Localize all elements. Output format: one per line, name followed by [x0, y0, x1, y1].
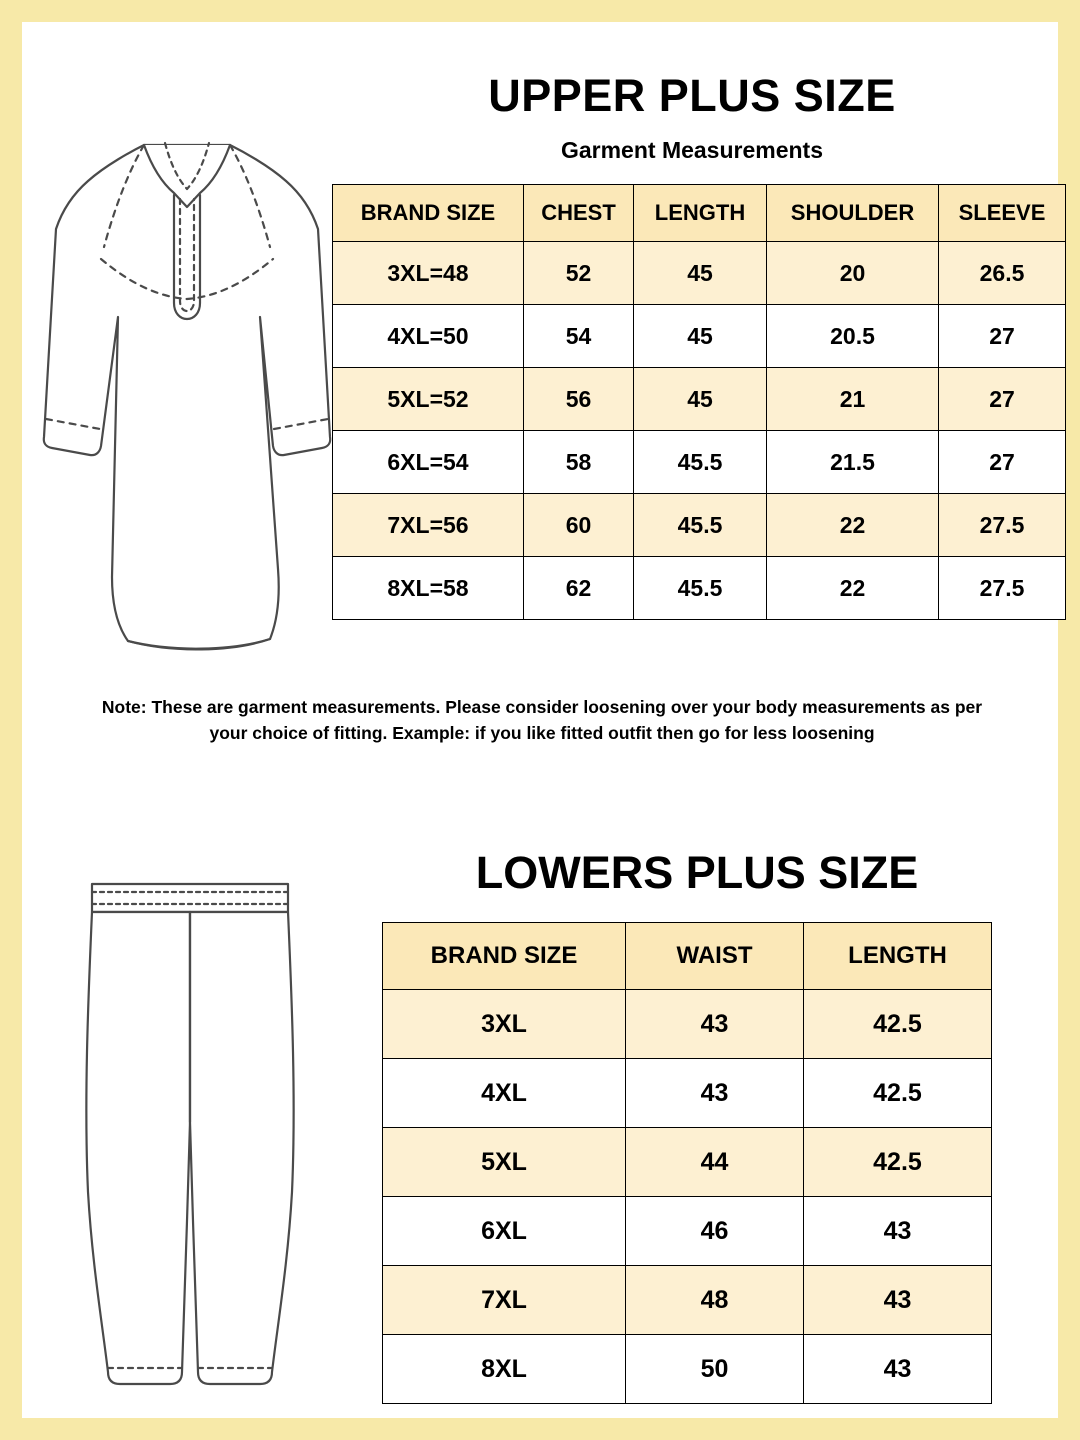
table-header-row — [383, 923, 992, 990]
table-row — [333, 305, 1066, 368]
cell-brand-size: 7XL=56 — [333, 494, 524, 557]
cell-waist: 48 — [626, 1266, 804, 1335]
pant-illustration — [42, 872, 342, 1402]
cell-length: 45 — [634, 305, 767, 368]
cell-chest: 52 — [524, 242, 634, 305]
cell-shoulder: 22 — [767, 557, 939, 620]
cell-brand-size: 4XL=50 — [333, 305, 524, 368]
cell-length: 43 — [804, 1266, 992, 1335]
cell-brand-size: 7XL — [383, 1266, 626, 1335]
table-row — [383, 1128, 992, 1197]
cell-chest: 58 — [524, 431, 634, 494]
cell-shoulder: 21.5 — [767, 431, 939, 494]
table-row — [333, 242, 1066, 305]
table-row — [383, 1059, 992, 1128]
cell-length: 42.5 — [804, 990, 992, 1059]
cell-chest: 62 — [524, 557, 634, 620]
th-chest: CHEST — [524, 185, 634, 242]
cell-sleeve: 27.5 — [939, 557, 1066, 620]
cell-chest: 56 — [524, 368, 634, 431]
cell-length: 43 — [804, 1335, 992, 1404]
cell-length: 42.5 — [804, 1128, 992, 1197]
cell-waist: 44 — [626, 1128, 804, 1197]
cell-length: 45 — [634, 242, 767, 305]
table-row — [383, 1266, 992, 1335]
measurement-note: Note: These are garment measurements. Please consider loosening over your body measurements as per your choice of fitting. Example: if you like fitted outfit then go for less loosening — [101, 697, 983, 744]
table-row — [383, 1197, 992, 1266]
table-row — [333, 431, 1066, 494]
cell-brand-size: 3XL=48 — [333, 242, 524, 305]
cell-shoulder: 22 — [767, 494, 939, 557]
upper-subtitle: Garment Measurements — [560, 137, 824, 163]
table-row — [383, 990, 992, 1059]
cell-length: 45.5 — [634, 557, 767, 620]
cell-brand-size: 6XL=54 — [333, 431, 524, 494]
table-row — [333, 557, 1066, 620]
upper-title: UPPER PLUS SIZE — [488, 70, 896, 121]
cell-brand-size: 8XL — [383, 1335, 626, 1404]
th-length: LENGTH — [634, 185, 767, 242]
cell-brand-size: 6XL — [383, 1197, 626, 1266]
cell-sleeve: 27 — [939, 431, 1066, 494]
cell-brand-size: 3XL — [383, 990, 626, 1059]
cell-waist: 43 — [626, 990, 804, 1059]
cell-shoulder: 20 — [767, 242, 939, 305]
cell-brand-size: 8XL=58 — [333, 557, 524, 620]
cell-length: 43 — [804, 1197, 992, 1266]
page-inner — [22, 22, 1058, 1418]
cell-length: 45 — [634, 368, 767, 431]
lower-title: LOWERS PLUS SIZE — [475, 847, 919, 898]
kurta-illustration — [32, 107, 342, 667]
cell-chest: 54 — [524, 305, 634, 368]
th-waist: WAIST — [626, 923, 804, 990]
cell-brand-size: 5XL — [383, 1128, 626, 1197]
th-length: LENGTH — [804, 923, 992, 990]
table-row — [333, 494, 1066, 557]
lower-size-table — [382, 922, 992, 1404]
table-header-row — [333, 185, 1066, 242]
cell-waist: 43 — [626, 1059, 804, 1128]
cell-brand-size: 5XL=52 — [333, 368, 524, 431]
upper-size-table — [332, 184, 1066, 620]
cell-shoulder: 20.5 — [767, 305, 939, 368]
cell-waist: 50 — [626, 1335, 804, 1404]
cell-sleeve: 26.5 — [939, 242, 1066, 305]
th-brand-size: BRAND SIZE — [383, 923, 626, 990]
cell-shoulder: 21 — [767, 368, 939, 431]
cell-brand-size: 4XL — [383, 1059, 626, 1128]
th-shoulder: SHOULDER — [767, 185, 939, 242]
cell-sleeve: 27 — [939, 305, 1066, 368]
th-brand-size: BRAND SIZE — [333, 185, 524, 242]
upper-size-section — [22, 22, 1058, 762]
cell-length: 42.5 — [804, 1059, 992, 1128]
lower-size-section — [22, 792, 1058, 1418]
cell-sleeve: 27 — [939, 368, 1066, 431]
cell-sleeve: 27.5 — [939, 494, 1066, 557]
cell-length: 45.5 — [634, 494, 767, 557]
th-sleeve: SLEEVE — [939, 185, 1066, 242]
table-row — [333, 368, 1066, 431]
table-row — [383, 1335, 992, 1404]
cell-chest: 60 — [524, 494, 634, 557]
cell-waist: 46 — [626, 1197, 804, 1266]
cell-length: 45.5 — [634, 431, 767, 494]
